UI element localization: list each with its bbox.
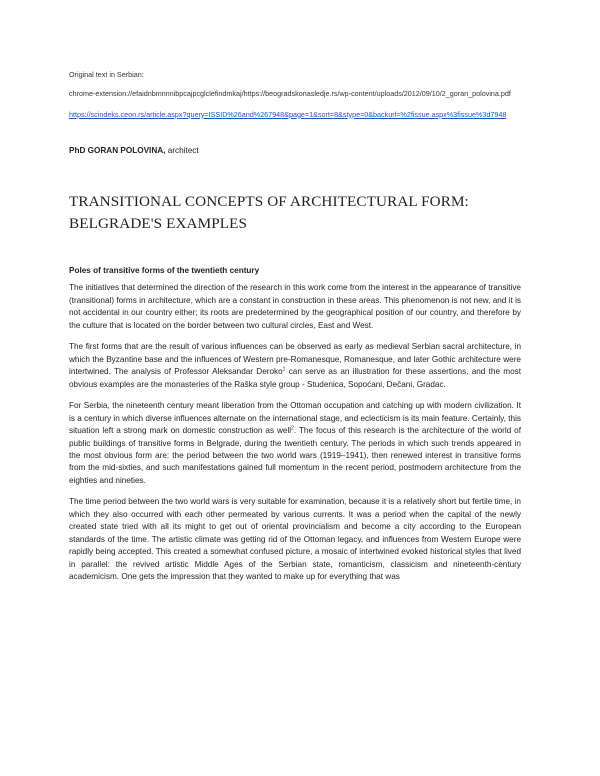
title-line-1: TRANSITIONAL CONCEPTS OF ARCHITECTURAL FORM: bbox=[69, 192, 469, 210]
paragraph-2-text-a: The first forms that are the result of various influences can be observed as early as medieval Serbian sacral architecture, in which the Byzantine base and the influences of Western pre-Romanesque, Romanesque, and later Gothic architecture were intertwined. The analysis of Professor Aleksandar Deroko bbox=[69, 342, 521, 377]
author-role: architect bbox=[165, 146, 199, 156]
paragraph-3-text-a: For Serbia, the nineteenth century meant liberation from the Ottoman occupation and catching up with modern civilization. It is a century in which diverse influences alternate on the international stage, and eclecticism is its main feature. Certainly, this situation left a strong mark on domestic construction as well bbox=[69, 401, 521, 436]
paragraph-1: The initiatives that determined the direction of the research in this work come from the interest in the appearance of transitive (transitional) forms in architecture, which are a constant in construction in these areas. This phenomenon is not new, and it is not accidental in our country either; its roots are predetermined by the geographical position of our country, and therefore by the culture that is located on the border between two cultural circles, East and West. bbox=[69, 283, 521, 330]
document-title bbox=[69, 191, 521, 235]
original-text-label: Original text in Serbian: bbox=[69, 70, 144, 79]
source-extension-url: chrome-extension://efaidnbmnnnibpcajpcglclefindmkaj/https://beogradskonasledje.rs/wp-content/uploads/2012/09/10/2_goran_polovina.pdf bbox=[69, 88, 511, 98]
title-line-2: BELGRADE'S EXAMPLES bbox=[69, 214, 248, 232]
author-name: PhD GORAN POLOVINA, bbox=[69, 146, 166, 156]
section-heading: Poles of transitive forms of the twentieth century bbox=[69, 265, 260, 275]
paragraph-3 bbox=[69, 400, 521, 487]
paragraph-2-text-b: can serve as an illustration for these assertions, and the most obvious examples are the monasteries of the Raška style group - Studenica, Sopoćani, Dečani, Gradac. bbox=[69, 367, 521, 389]
paragraph-4: The time period between the two world wars is very suitable for examination, because it is a relatively short but fertile time, in which they also occurred with each other permeated by various currents. It was a period when the capital of the newly created state tried with all its might to get out of oriental provincialism and become a city according to the European standards of the time. The artistic climate was getting rid of the Ottoman legacy, and influences from Western Europe were rapidly being accepted. This created a somewhat confused picture, a mosaic of intertwined evoked historical styles that lived in parallel: the revived artistic Middle Ages of the Serbian state, romanticism, classicism and nineteenth-century academicism. One gets the impression that they wanted to make up for everything that was bbox=[69, 497, 521, 582]
author-line bbox=[69, 145, 521, 157]
source-link[interactable]: https://scindeks.ceon.rs/article.aspx?query=ISSID%26and%267948&page=1&sort=8&stype=0&backurl=%2fissue.aspx%3fissue%3d7948 bbox=[69, 109, 507, 119]
paragraph-3-text-b: . The focus of this research is the architecture of the world of public buildings of transitive forms in Belgrade, during the twentieth century. The periods in which such trends appeared in the most obvious form are: the period between the two world wars (1919–1941), then renewed interest in transitive forms from the mid-sixties, and such manifestations gained full momentum in the recent period, postmodern architecture from the eighties and nineties. bbox=[69, 426, 521, 485]
footnote-ref-1: 1 bbox=[282, 366, 286, 373]
footnote-ref-2: 2 bbox=[291, 425, 294, 432]
paragraph-2 bbox=[69, 341, 521, 391]
